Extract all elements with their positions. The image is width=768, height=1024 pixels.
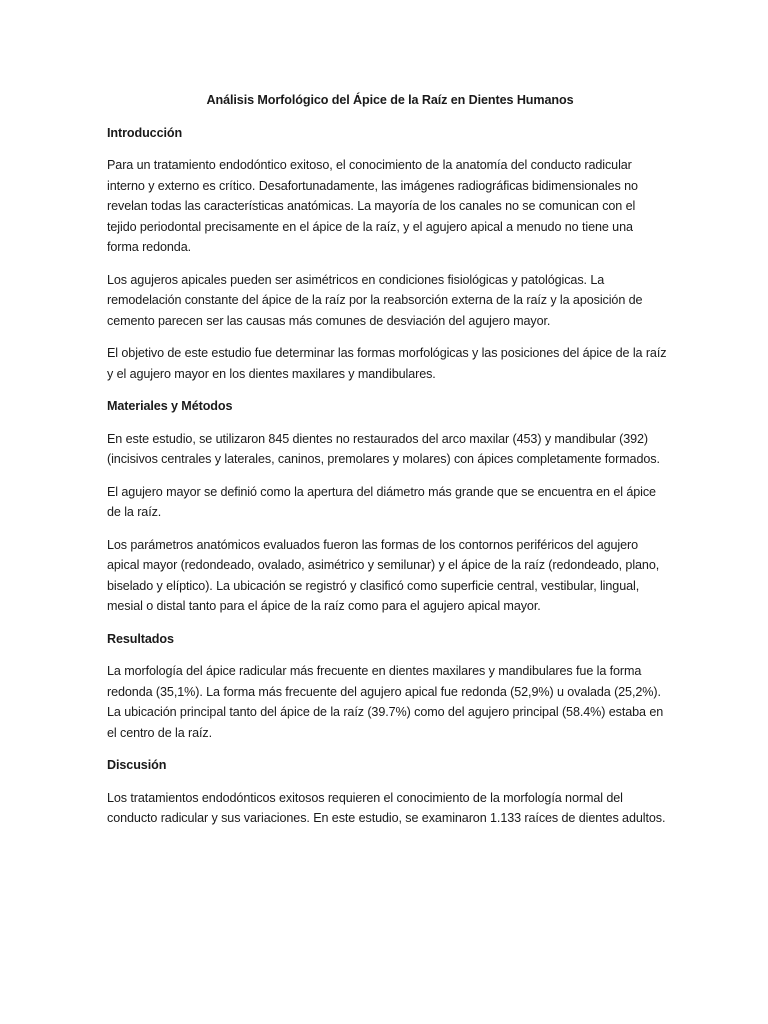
section-heading-methods: Materiales y Métodos xyxy=(107,399,233,413)
section-heading-discussion: Discusión xyxy=(107,758,167,772)
paragraph: El agujero mayor se definió como la apertura del diámetro más grande que se encuentra en el ápice de la raíz. xyxy=(107,484,656,519)
paragraph: Para un tratamiento endodóntico exitoso, el conocimiento de la anatomía del conducto radicular interno y externo es crítico. Desafortunadamente, las imágenes radiográficas bidimensionales no revelan todas las características anatómicas. La mayoría de los canales no se comunican con el tejido periodontal precisamente en el ápice de la raíz, y el agujero apical a menudo no tiene una forma redonda. xyxy=(107,158,638,254)
paragraph: Los tratamientos endodónticos exitosos requieren el conocimiento de la morfología normal del conducto radicular y sus variaciones. En este estudio, se examinaron 1.133 raíces de dientes adultos. xyxy=(107,790,666,825)
document-title: Análisis Morfológico del Ápice de la Raíz en Dientes Humanos xyxy=(206,93,574,107)
document-body xyxy=(107,90,667,841)
paragraph: La morfología del ápice radicular más frecuente en dientes maxilares y mandibulares fue la forma redonda (35,1%). La forma más frecuente del agujero apical fue redonda (52,9%) u ovalada (25,2%). La ubicación principal tanto del ápice de la raíz (39.7%) como del agujero principal (58.4%) estaba en el centro de la raíz. xyxy=(107,664,664,740)
paragraph: Los agujeros apicales pueden ser asimétricos en condiciones fisiológicas y patológicas. La remodelación constante del ápice de la raíz por la reabsorción externa de la raíz y la aposición de cemento parecen ser las causas más comunes de desviación del agujero mayor. xyxy=(107,272,643,328)
paragraph: Los parámetros anatómicos evaluados fueron las formas de los contornos periféricos del agujero apical mayor (redondeado, ovalado, asimétrico y semilunar) y el ápice de la raíz (redondeado, plano, biselado y elíptico). La ubicación se registró y clasificó como superficie central, vestibular, lingual, mesial o distal tanto para el ápice de la raíz como para el agujero apical mayor. xyxy=(107,537,660,613)
section-heading-introduction: Introducción xyxy=(107,125,183,140)
paragraph: El objetivo de este estudio fue determinar las formas morfológicas y las posiciones del ápice de la raíz y el agujero mayor en los dientes maxilares y mandibulares. xyxy=(107,346,667,381)
section-heading-results: Resultados xyxy=(107,631,174,646)
paragraph: En este estudio, se utilizaron 845 dientes no restaurados del arco maxilar (453) y mandibular (392) (incisivos centrales y laterales, caninos, premolares y molares) con ápices completamente formados. xyxy=(107,431,660,466)
